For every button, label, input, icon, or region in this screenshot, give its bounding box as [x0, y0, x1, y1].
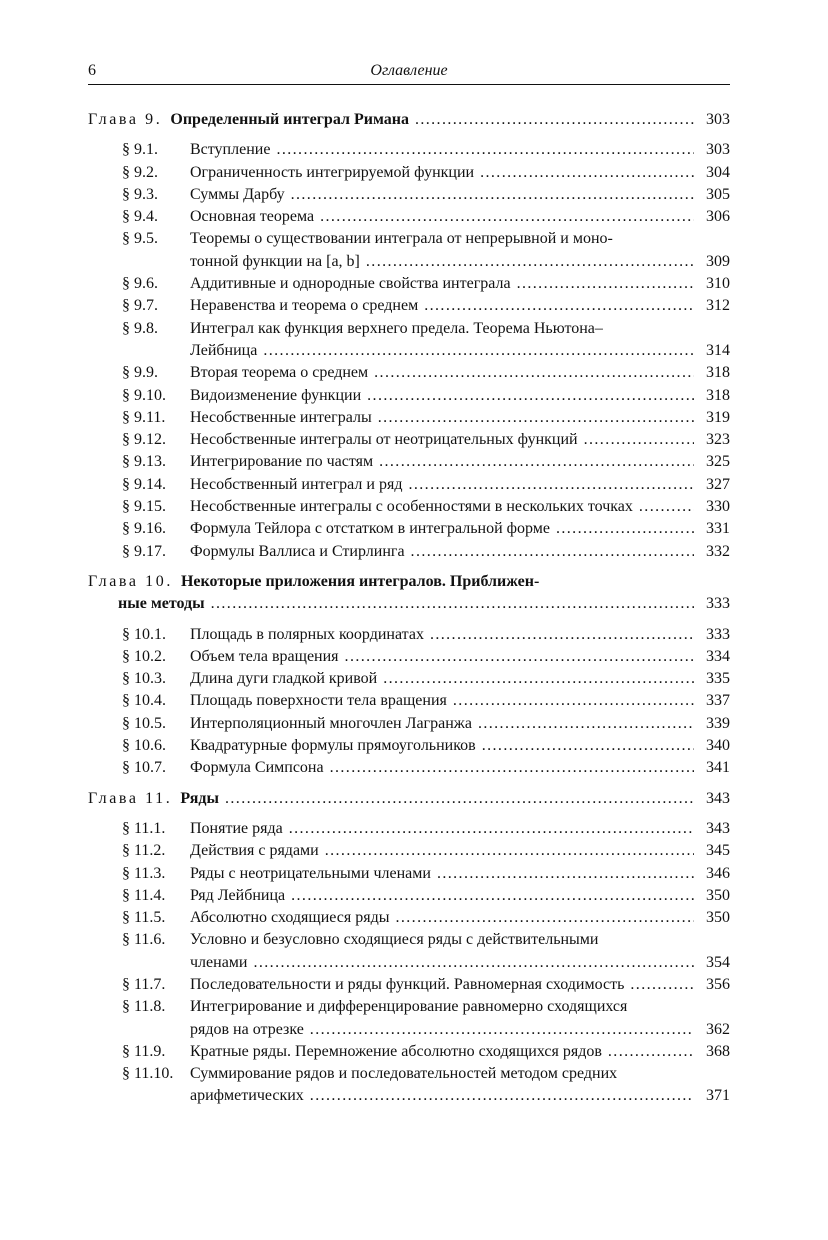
toc-entry[interactable] [88, 162, 730, 184]
toc-entry[interactable] [88, 295, 730, 317]
section-page: 334 [706, 647, 730, 665]
section-title: Формула Тейлора с отстатком в интегральной форме [190, 520, 550, 538]
dot-leader [383, 668, 694, 690]
section-title: Вторая теорема о среднем [190, 364, 369, 382]
dot-leader [478, 713, 694, 735]
section-page: 368 [706, 1042, 730, 1060]
section-number: § 9.10. [122, 386, 166, 404]
section-number: § 9.7. [122, 297, 158, 315]
section-page: 335 [706, 670, 730, 688]
section-entry-body [190, 646, 730, 668]
dot-leader [291, 885, 694, 907]
section-page: 339 [706, 714, 730, 732]
toc-entry[interactable] [88, 273, 730, 295]
toc-entry[interactable] [88, 518, 730, 540]
section-page: 303 [706, 141, 730, 159]
section-page: 330 [706, 498, 730, 516]
section-title: Понятие ряда [190, 819, 283, 837]
section-title: Объем тела вращения [190, 647, 339, 665]
section-title: Действия с рядами [190, 842, 319, 860]
toc-entry[interactable] [88, 184, 730, 206]
dot-leader [517, 273, 694, 295]
toc-entry[interactable] [88, 646, 730, 668]
section-number: § 9.1. [122, 141, 158, 159]
dot-leader [263, 340, 694, 362]
section-number: § 10.3. [122, 670, 166, 688]
toc-entry[interactable] [88, 474, 730, 496]
chapter-label: Глава 10. [88, 572, 173, 590]
chapter-spacer [88, 563, 730, 571]
section-number: § 9.5. [122, 230, 158, 248]
section-number: § 11.5. [122, 909, 166, 927]
section-title: Кратные ряды. Перемножение абсолютно сходящихся рядов [190, 1042, 602, 1060]
dot-leader [437, 863, 694, 885]
dot-leader [320, 206, 694, 228]
section-number: § 11.3. [122, 864, 166, 882]
section-number: § 9.12. [122, 431, 166, 449]
toc-entry[interactable] [88, 974, 730, 996]
section-page: 371 [706, 1087, 730, 1105]
dot-leader [430, 624, 694, 646]
toc-entry[interactable] [88, 907, 730, 929]
section-entry-body [190, 541, 730, 563]
section-title-line1: Условно и безусловно сходящиеся ряды с действительными [190, 931, 599, 949]
toc-entry[interactable] [88, 713, 730, 735]
section-entry-body [190, 474, 730, 496]
section-number: § 9.13. [122, 453, 166, 471]
section-number: § 11.7. [122, 975, 166, 993]
dot-leader [453, 690, 694, 712]
dot-leader [608, 1041, 694, 1063]
chapter-label: Глава 11. [88, 789, 173, 807]
section-entry-body [190, 818, 730, 840]
section-title: Абсолютно сходящиеся ряды [190, 909, 390, 927]
section-entry-body [190, 757, 730, 779]
section-page: 350 [706, 886, 730, 904]
section-title: Формула Симпсона [190, 759, 324, 777]
section-title: Формулы Валлиса и Стирлинга [190, 542, 405, 560]
section-page: 306 [706, 208, 730, 226]
toc-entry[interactable] [88, 541, 730, 563]
section-title-line1: Теоремы о существовании интеграла от непрерывной и моно- [190, 230, 613, 248]
section-entry-body [190, 668, 730, 690]
section-number: § 9.9. [122, 364, 158, 382]
section-title: Интерполяционный многочлен Лагранжа [190, 714, 472, 732]
section-title-line2: арифметических [190, 1087, 304, 1105]
dot-leader [211, 593, 694, 615]
section-entry-body [190, 362, 730, 384]
chapter-page: 343 [706, 789, 730, 807]
section-entry-body [190, 295, 730, 317]
dot-leader [291, 184, 694, 206]
dot-leader [639, 496, 694, 518]
toc-entry[interactable] [88, 996, 730, 1018]
section-page: 354 [706, 953, 730, 971]
chapter-title-line1: Некоторые приложения интегралов. Приближен- [180, 572, 540, 590]
section-number: § 9.6. [122, 275, 158, 293]
section-number: § 11.8. [122, 998, 166, 1016]
section-page: 343 [706, 819, 730, 837]
section-title: Суммы Дарбу [190, 185, 285, 203]
section-title-line2: Лейбница [190, 341, 258, 359]
section-page: 332 [706, 542, 730, 560]
section-entry-body [190, 429, 730, 451]
section-entry-body [190, 451, 730, 473]
section-page: 331 [706, 520, 730, 538]
chapter-heading[interactable] [88, 788, 730, 810]
section-title: Площадь поверхности тела вращения [190, 692, 447, 710]
dot-leader [556, 518, 694, 540]
running-title: Оглавление [370, 62, 448, 79]
section-title-line2: членами [190, 953, 248, 971]
section-number: § 9.8. [122, 319, 158, 337]
section-page: 356 [706, 975, 730, 993]
section-number: § 10.1. [122, 625, 166, 643]
section-page: 323 [706, 431, 730, 449]
chapter-heading-continued[interactable] [88, 593, 730, 615]
section-page: 318 [706, 386, 730, 404]
section-title: Неравенства и теорема о среднем [190, 297, 419, 315]
toc-entry-continued[interactable] [88, 1019, 730, 1041]
section-page: 312 [706, 297, 730, 315]
section-page: 314 [706, 341, 730, 359]
dot-leader [366, 251, 694, 273]
section-page: 304 [706, 163, 730, 181]
chapter-title: Ряды [180, 789, 219, 807]
dot-leader [345, 646, 694, 668]
chapter-spacer [88, 616, 730, 624]
section-title: Площадь в полярных координатах [190, 625, 424, 643]
dot-leader [330, 757, 694, 779]
section-page: 341 [706, 759, 730, 777]
section-title: Несобственные интегралы с особенностями в нескольких точках [190, 498, 633, 516]
section-title: Видоизменение функции [190, 386, 362, 404]
section-title-line1: Интеграл как функция верхнего предела. Теорема Ньютона– [190, 319, 603, 337]
section-page: 305 [706, 185, 730, 203]
dot-leader [630, 974, 694, 996]
section-entry-body [190, 206, 730, 228]
section-title: Вступление [190, 141, 271, 159]
section-page: 362 [706, 1020, 730, 1038]
running-header [88, 62, 730, 85]
section-title-line2: рядов на отрезке [190, 1020, 304, 1038]
toc-entry[interactable] [88, 429, 730, 451]
section-page: 310 [706, 275, 730, 293]
toc-entry[interactable] [88, 362, 730, 384]
section-page: 319 [706, 408, 730, 426]
chapter-page: 303 [706, 111, 730, 128]
page-number: 6 [88, 62, 96, 79]
dot-leader [415, 109, 694, 131]
dot-leader [253, 952, 694, 974]
chapter-spacer [88, 780, 730, 788]
section-number: § 9.16. [122, 520, 166, 538]
section-entry-body [190, 518, 730, 540]
section-entry-body [190, 407, 730, 429]
section-number: § 9.17. [122, 542, 166, 560]
toc-entry-continued[interactable] [88, 952, 730, 974]
dot-leader [379, 451, 694, 473]
section-entry-body [190, 713, 730, 735]
section-number: § 9.4. [122, 208, 158, 226]
section-entry-body [190, 907, 730, 929]
section-entry-body [190, 624, 730, 646]
section-number: § 10.6. [122, 737, 166, 755]
toc-entry[interactable] [88, 757, 730, 779]
section-entry-body [190, 496, 730, 518]
section-title: Аддитивные и однородные свойства интеграла [190, 275, 511, 293]
dot-leader [374, 362, 694, 384]
section-number: § 11.9. [122, 1042, 166, 1060]
section-number: § 9.11. [122, 408, 166, 426]
section-entry-body [190, 162, 730, 184]
section-title: Ряд Лейбница [190, 886, 286, 904]
section-title: Несобственные интегралы от неотрицательных функций [190, 431, 578, 449]
section-entry-body [190, 385, 730, 407]
section-number: § 10.7. [122, 759, 166, 777]
dot-leader [482, 735, 694, 757]
dot-leader [276, 139, 694, 161]
section-number: § 10.5. [122, 714, 166, 732]
section-title: Интегрирование по частям [190, 453, 374, 471]
section-number: § 11.10. [122, 1065, 174, 1083]
section-page: 337 [706, 692, 730, 710]
toc-entry[interactable] [88, 885, 730, 907]
section-title: Последовательности и ряды функций. Равномерная сходимость [190, 975, 625, 993]
section-title: Несобственные интегралы [190, 408, 372, 426]
section-number: § 9.15. [122, 498, 166, 516]
dot-leader [411, 541, 694, 563]
section-page: 309 [706, 252, 730, 270]
section-entry-body [190, 690, 730, 712]
section-number: § 11.2. [122, 842, 166, 860]
toc-entry[interactable] [88, 929, 730, 951]
table-of-contents [88, 109, 730, 1108]
chapter-spacer [88, 810, 730, 818]
toc-entry[interactable] [88, 735, 730, 757]
section-entry-body [190, 735, 730, 757]
section-title: Ряды с неотрицательными членами [190, 864, 431, 882]
chapter-title-line2: ные методы [118, 595, 205, 613]
section-page: 346 [706, 864, 730, 882]
dot-leader [584, 429, 694, 451]
section-entry-body [190, 863, 730, 885]
toc-entry[interactable] [88, 690, 730, 712]
toc-entry[interactable] [88, 1041, 730, 1063]
chapter-spacer [88, 131, 730, 139]
toc-entry[interactable] [88, 139, 730, 161]
chapter-page: 333 [706, 595, 730, 613]
section-page: 327 [706, 475, 730, 493]
toc-entry[interactable] [88, 451, 730, 473]
chapter-heading[interactable] [88, 571, 730, 593]
section-number: § 10.2. [122, 647, 166, 665]
section-title: Квадратурные формулы прямоугольников [190, 737, 476, 755]
dot-leader [378, 407, 694, 429]
section-title: Основная теорема [190, 208, 315, 226]
section-entry-body [190, 840, 730, 862]
section-page: 345 [706, 842, 730, 860]
section-number: § 10.4. [122, 692, 166, 710]
section-number: § 9.2. [122, 163, 158, 181]
dot-leader [310, 1085, 694, 1107]
toc-entry[interactable] [88, 863, 730, 885]
toc-entry[interactable] [88, 206, 730, 228]
section-number: § 11.6. [122, 931, 166, 949]
section-page: 325 [706, 453, 730, 471]
section-entry-body [190, 974, 730, 996]
toc-entry[interactable] [88, 840, 730, 862]
section-title-line2: тонной функции на [a, b] [190, 252, 360, 270]
section-title: Несобственный интеграл и ряд [190, 475, 403, 493]
chapter-label: Глава 9. [88, 111, 163, 128]
section-page: 318 [706, 364, 730, 382]
toc-entry[interactable] [88, 385, 730, 407]
toc-entry[interactable] [88, 668, 730, 690]
dot-leader [480, 162, 694, 184]
dot-leader [310, 1019, 694, 1041]
toc-entry[interactable] [88, 624, 730, 646]
toc-entry-continued[interactable] [88, 251, 730, 273]
section-page: 340 [706, 737, 730, 755]
dot-leader [367, 385, 694, 407]
dot-leader [325, 840, 694, 862]
section-number: § 9.14. [122, 475, 166, 493]
toc-entry[interactable] [88, 318, 730, 340]
section-title-line1: Суммирование рядов и последовательностей методом средних [190, 1065, 618, 1083]
dot-leader [424, 295, 694, 317]
section-entry-body [190, 139, 730, 161]
chapter-heading[interactable] [88, 109, 730, 131]
toc-entry[interactable] [88, 228, 730, 250]
section-entry-body [190, 885, 730, 907]
dot-leader [408, 474, 694, 496]
chapter-title: Определенный интеграл Римана [170, 111, 409, 128]
toc-entry[interactable] [88, 818, 730, 840]
section-number: § 9.3. [122, 185, 158, 203]
toc-entry[interactable] [88, 407, 730, 429]
section-title: Ограниченность интегрируемой функции [190, 163, 475, 181]
section-title: Длина дуги гладкой кривой [190, 670, 378, 688]
section-page: 333 [706, 625, 730, 643]
toc-entry-continued[interactable] [88, 1085, 730, 1107]
section-entry-body [190, 273, 730, 295]
toc-entry[interactable] [88, 1063, 730, 1085]
section-number: § 11.1. [122, 819, 166, 837]
toc-entry[interactable] [88, 496, 730, 518]
dot-leader [225, 788, 694, 810]
dot-leader [395, 907, 694, 929]
section-title-line1: Интегрирование и дифференцирование равномерно сходящихся [190, 998, 628, 1016]
section-entry-body [190, 184, 730, 206]
section-entry-body [190, 1041, 730, 1063]
dot-leader [289, 818, 694, 840]
toc-entry-continued[interactable] [88, 340, 730, 362]
section-page: 350 [706, 909, 730, 927]
section-number: § 11.4. [122, 886, 166, 904]
